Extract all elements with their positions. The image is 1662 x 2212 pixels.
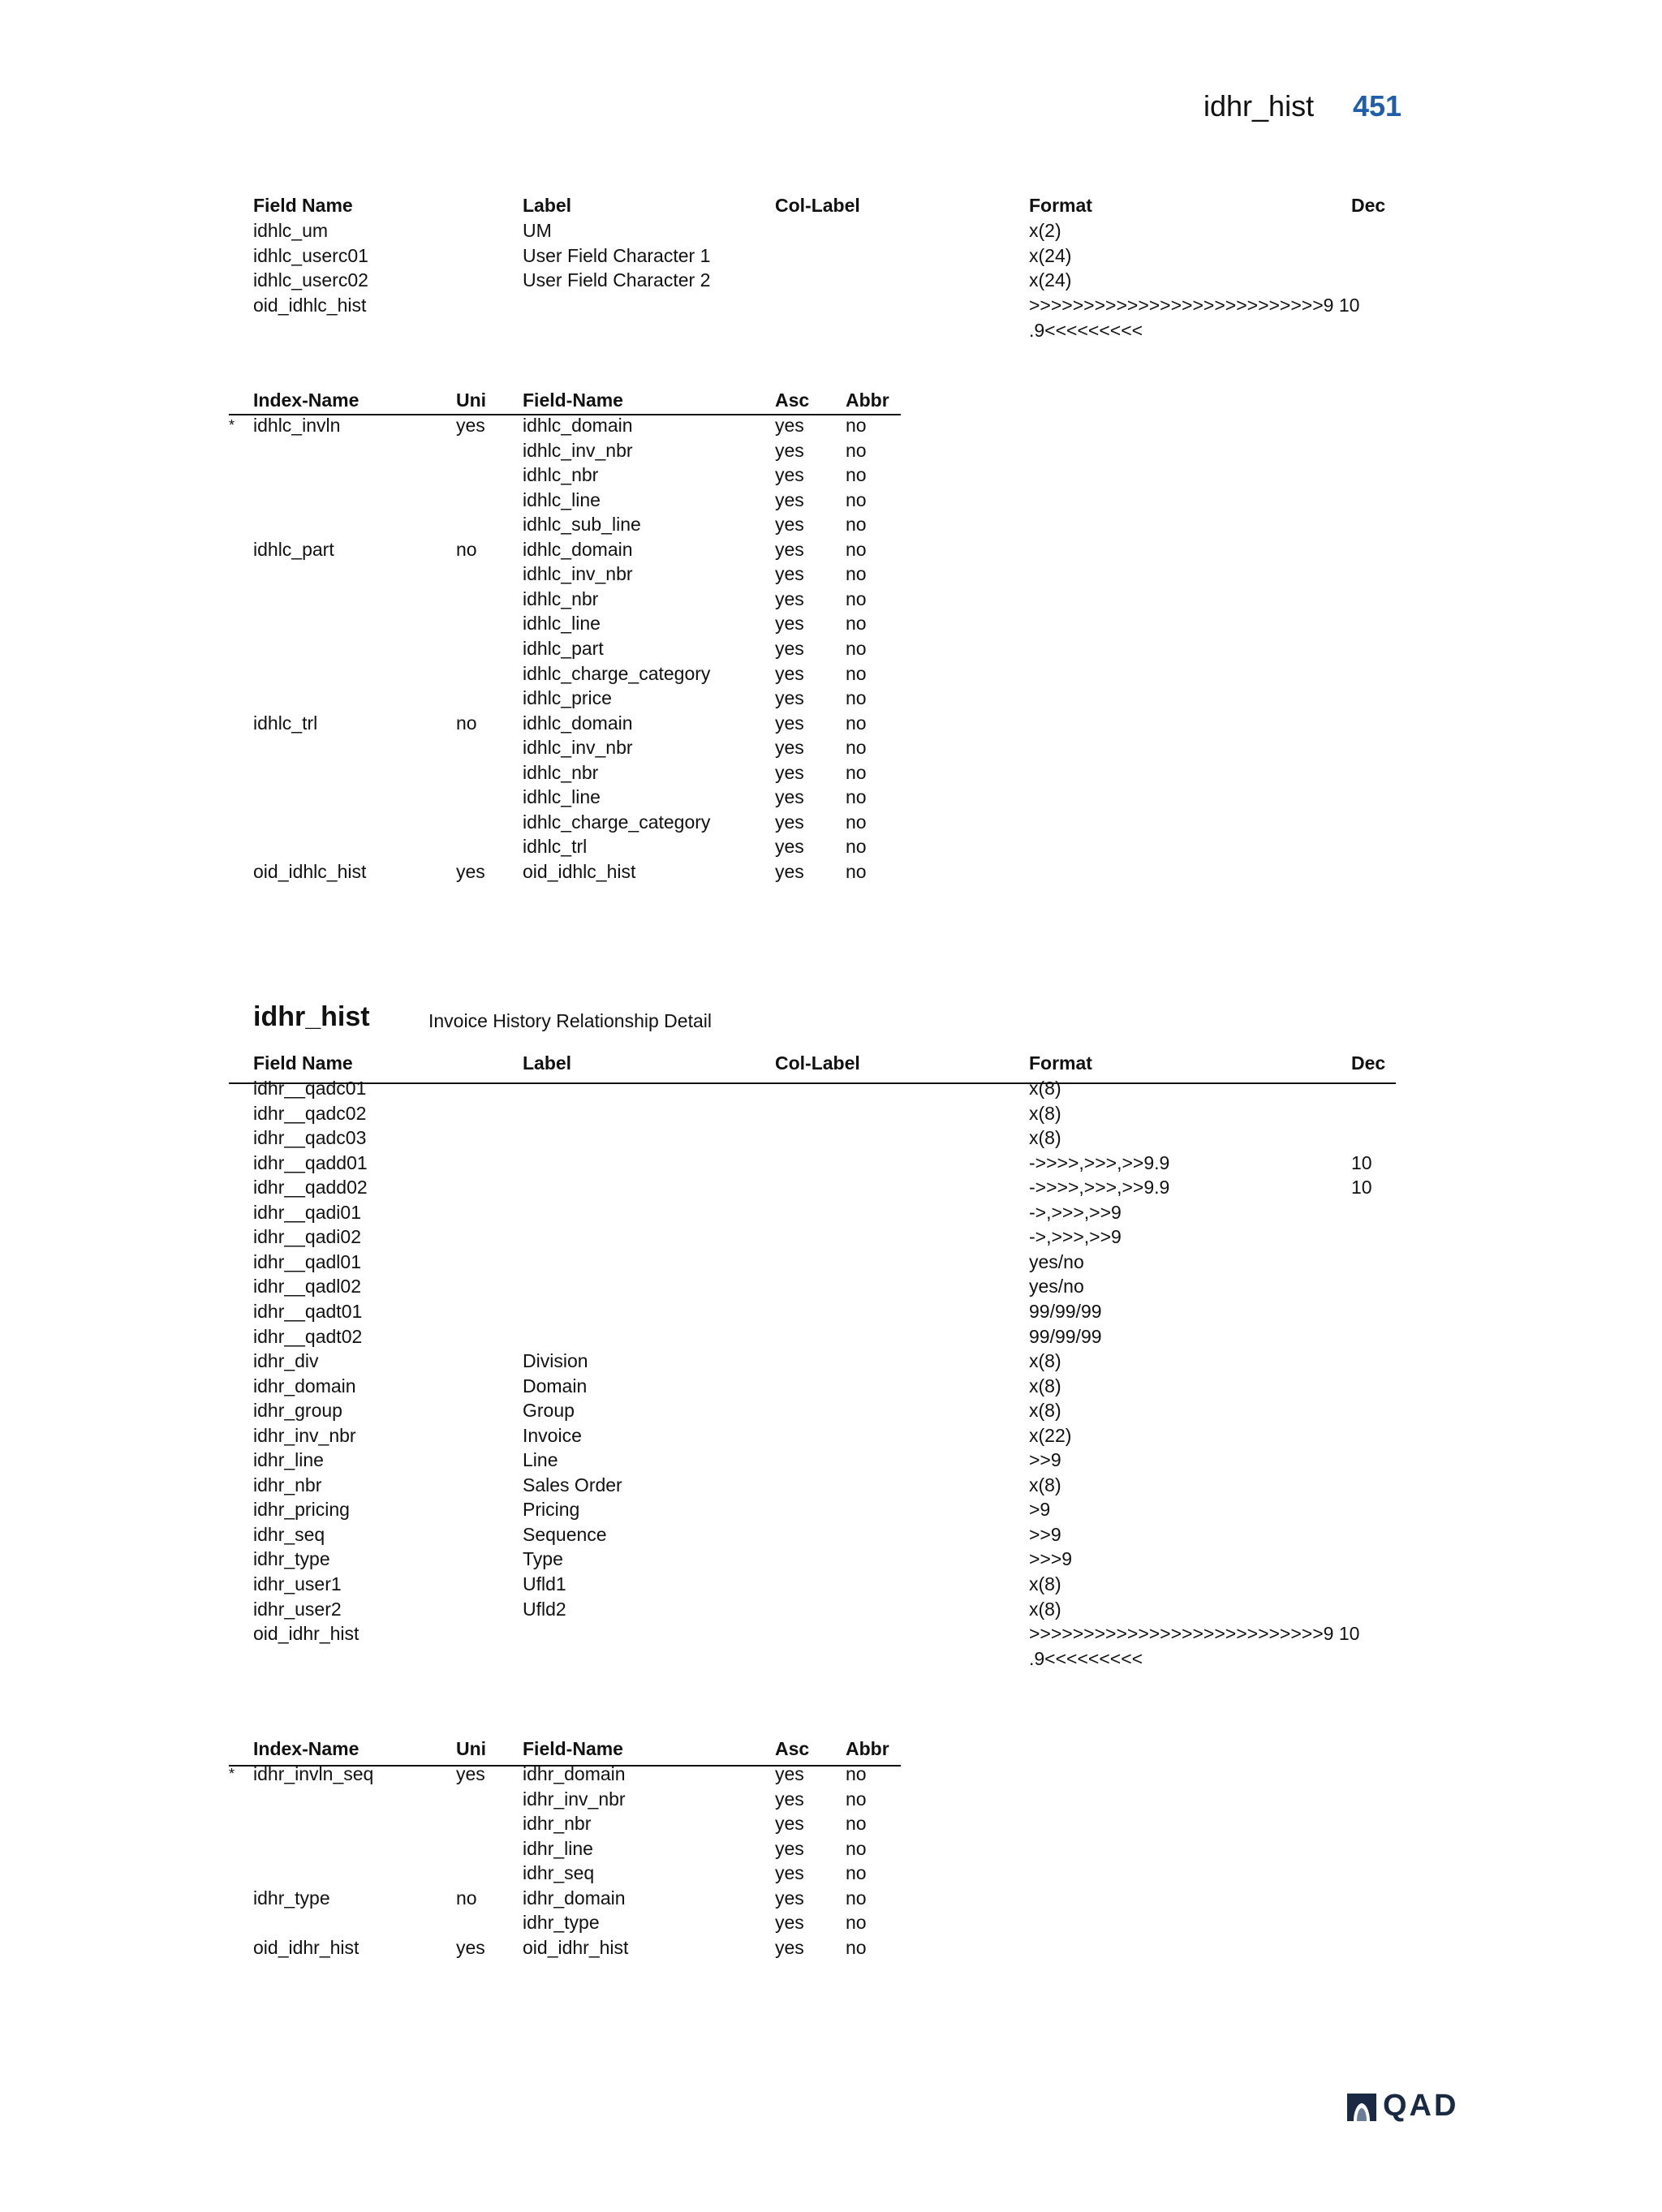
index-field-name: idhlc_nbr xyxy=(523,587,599,609)
index-field-name: idhlc_charge_category xyxy=(523,662,711,684)
field-format: >>9 xyxy=(1029,1449,1061,1471)
table-row xyxy=(0,1811,1662,1836)
field-name: idhr__qadl01 xyxy=(253,1250,362,1272)
table-header xyxy=(0,1051,1662,1076)
table-row xyxy=(0,587,1662,612)
field-name: oid_idhlc_hist xyxy=(253,295,367,316)
col-asc: Asc xyxy=(775,389,810,411)
field-name: idhr__qadl02 xyxy=(253,1276,362,1298)
logo-text: QAD xyxy=(1383,2089,1459,2123)
table-row xyxy=(0,1762,1662,1787)
table-row xyxy=(0,1423,1662,1448)
field-format: x(24) xyxy=(1029,269,1072,291)
field-format: x(24) xyxy=(1029,244,1072,266)
field-name: idhr_line xyxy=(253,1449,324,1471)
table-row xyxy=(0,1836,1662,1861)
field-name: idhr_div xyxy=(253,1350,319,1372)
primary-index-marker: * xyxy=(229,1766,235,1782)
field-name: idhr__qadc02 xyxy=(253,1102,367,1124)
field-format-continuation: .9<<<<<<<<< xyxy=(1029,1647,1143,1669)
field-name: oid_idhr_hist xyxy=(253,1623,360,1645)
index-abbr: no xyxy=(846,836,867,858)
field-format: x(8) xyxy=(1029,1350,1061,1372)
index-asc: yes xyxy=(775,761,804,783)
index-abbr: no xyxy=(846,488,867,510)
field-name: idhr_domain xyxy=(253,1375,356,1396)
index-asc: yes xyxy=(775,1862,804,1883)
index-unique: no xyxy=(456,1887,477,1909)
index-field-name: idhlc_line xyxy=(523,786,601,808)
table-row xyxy=(0,661,1662,686)
index-field-name: idhlc_line xyxy=(523,613,601,635)
field-name: idhr__qadt02 xyxy=(253,1325,363,1347)
field-format: x(8) xyxy=(1029,1127,1061,1149)
index-field-name: oid_idhr_hist xyxy=(523,1936,629,1958)
index-name: idhlc_part xyxy=(253,538,334,560)
table-row xyxy=(0,218,1662,243)
index-abbr: no xyxy=(846,415,867,436)
table-row xyxy=(0,243,1662,269)
col-uni: Uni xyxy=(456,389,487,411)
index-field-name: idhlc_line xyxy=(523,488,601,510)
table-row xyxy=(0,1886,1662,1911)
field-format: yes/no xyxy=(1029,1250,1084,1272)
table-header xyxy=(0,193,1662,218)
index-abbr: no xyxy=(846,563,867,585)
col-index-name: Index-Name xyxy=(253,1738,360,1759)
table-row xyxy=(0,1547,1662,1572)
table-row xyxy=(0,810,1662,835)
field-format: x(2) xyxy=(1029,220,1061,241)
table-row xyxy=(0,1935,1662,1960)
field-format: >>>>>>>>>>>>>>>>>>>>>>>>>>>9 10 xyxy=(1029,295,1360,316)
index-abbr: no xyxy=(846,439,867,461)
col-uni: Uni xyxy=(456,1738,487,1759)
table-row xyxy=(0,463,1662,488)
index-asc: yes xyxy=(775,514,804,536)
table-row xyxy=(0,413,1662,438)
index-abbr: no xyxy=(846,662,867,684)
index-asc: yes xyxy=(775,538,804,560)
field-name: idhlc_userc01 xyxy=(253,244,368,266)
field-format: 99/99/99 xyxy=(1029,1325,1102,1347)
index-asc: yes xyxy=(775,836,804,858)
index-asc: yes xyxy=(775,860,804,882)
field-label: Invoice xyxy=(523,1424,582,1446)
index-abbr: no xyxy=(846,860,867,882)
field-format: x(8) xyxy=(1029,1375,1061,1396)
table-row xyxy=(0,1522,1662,1547)
index-unique: yes xyxy=(456,1763,485,1784)
table-row xyxy=(0,1324,1662,1349)
table-row xyxy=(0,1448,1662,1473)
index-field-name: idhlc_domain xyxy=(523,712,633,734)
index-field-name: idhr_inv_nbr xyxy=(523,1788,626,1810)
table-row xyxy=(0,1175,1662,1200)
index-name: oid_idhlc_hist xyxy=(253,860,367,882)
field-name: idhr_inv_nbr xyxy=(253,1424,356,1446)
index-field-name: idhr_nbr xyxy=(523,1813,592,1834)
field-format: >>>>>>>>>>>>>>>>>>>>>>>>>>>9 10 xyxy=(1029,1623,1360,1645)
index-asc: yes xyxy=(775,1813,804,1834)
field-format: >>>9 xyxy=(1029,1548,1073,1570)
field-label: Division xyxy=(523,1350,588,1372)
col-field-name: Field Name xyxy=(253,1052,353,1074)
field-label: User Field Character 2 xyxy=(523,269,711,291)
col-col-label: Col-Label xyxy=(775,195,860,216)
field-format: >9 xyxy=(1029,1499,1051,1521)
index-unique: yes xyxy=(456,1936,485,1958)
field-name: idhr_group xyxy=(253,1400,342,1422)
index-field-name: idhlc_part xyxy=(523,637,604,659)
index-abbr: no xyxy=(846,1813,867,1834)
index-unique: no xyxy=(456,712,477,734)
field-name: idhr__qadd01 xyxy=(253,1151,368,1173)
table-row xyxy=(0,1621,1662,1646)
field-label: UM xyxy=(523,220,552,241)
field-name: idhr_type xyxy=(253,1548,330,1570)
table-row xyxy=(0,785,1662,810)
table-row xyxy=(0,1374,1662,1399)
index-field-name: idhlc_inv_nbr xyxy=(523,439,633,461)
table-row xyxy=(0,438,1662,463)
field-name: idhr_seq xyxy=(253,1523,325,1545)
index-abbr: no xyxy=(846,1788,867,1810)
field-name: idhr__qadt01 xyxy=(253,1300,363,1322)
field-format-continuation: .9<<<<<<<<< xyxy=(1029,319,1143,341)
field-name: idhr__qadc01 xyxy=(253,1078,367,1099)
field-name: idhr__qadc03 xyxy=(253,1127,367,1149)
field-name: idhr__qadi01 xyxy=(253,1201,362,1223)
col-asc: Asc xyxy=(775,1738,810,1759)
index-field-name: idhlc_domain xyxy=(523,415,633,436)
page-number: 451 xyxy=(1353,89,1402,123)
field-format: x(8) xyxy=(1029,1474,1061,1495)
table-row xyxy=(0,537,1662,562)
index-abbr: no xyxy=(846,1862,867,1883)
index-unique: no xyxy=(456,538,477,560)
table-header xyxy=(0,388,1662,413)
field-format: ->,>>>,>>9 xyxy=(1029,1226,1122,1248)
col-dec: Dec xyxy=(1351,1052,1386,1074)
index-abbr: no xyxy=(846,687,867,709)
index-asc: yes xyxy=(775,1912,804,1933)
field-label: Ufld1 xyxy=(523,1573,566,1594)
page-title: idhr_hist xyxy=(1203,89,1315,123)
table-row xyxy=(0,512,1662,537)
field-name: idhr_nbr xyxy=(253,1474,322,1495)
index-field-name: idhlc_domain xyxy=(523,538,633,560)
table-row xyxy=(0,1151,1662,1176)
table-row xyxy=(0,636,1662,661)
index-asc: yes xyxy=(775,687,804,709)
table-name: idhr_hist xyxy=(253,1001,370,1032)
index-field-name: idhr_line xyxy=(523,1837,593,1859)
field-label: Pricing xyxy=(523,1499,580,1521)
index-name: idhr_invln_seq xyxy=(253,1763,374,1784)
index-asc: yes xyxy=(775,811,804,833)
index-field-name: idhlc_sub_line xyxy=(523,514,641,536)
index-field-name: idhlc_inv_nbr xyxy=(523,563,633,585)
col-dec: Dec xyxy=(1351,195,1386,216)
index-asc: yes xyxy=(775,637,804,659)
index-asc: yes xyxy=(775,563,804,585)
index-field-name: idhlc_charge_category xyxy=(523,811,711,833)
index-asc: yes xyxy=(775,786,804,808)
field-label: Group xyxy=(523,1400,575,1422)
table-row xyxy=(0,1299,1662,1324)
table-row xyxy=(0,1497,1662,1522)
col-field-name: Field-Name xyxy=(523,389,623,411)
field-label: Sequence xyxy=(523,1523,607,1545)
field-name: idhlc_um xyxy=(253,220,329,241)
index-asc: yes xyxy=(775,1837,804,1859)
field-dec: 10 xyxy=(1351,1151,1372,1173)
index-abbr: no xyxy=(846,737,867,759)
index-abbr: no xyxy=(846,811,867,833)
field-format: x(8) xyxy=(1029,1598,1061,1620)
field-format: ->,>>>,>>9 xyxy=(1029,1201,1122,1223)
index-asc: yes xyxy=(775,712,804,734)
table-row xyxy=(0,1250,1662,1275)
col-format: Format xyxy=(1029,195,1092,216)
field-label: Sales Order xyxy=(523,1474,622,1495)
index-unique: yes xyxy=(456,860,485,882)
field-label: Type xyxy=(523,1548,563,1570)
field-label: Domain xyxy=(523,1375,588,1396)
field-label: Line xyxy=(523,1449,558,1471)
index-asc: yes xyxy=(775,439,804,461)
table-row xyxy=(0,488,1662,513)
index-abbr: no xyxy=(846,1936,867,1958)
index-asc: yes xyxy=(775,1763,804,1784)
field-label: User Field Character 1 xyxy=(523,244,711,266)
index-abbr: no xyxy=(846,1763,867,1784)
table-row xyxy=(0,611,1662,636)
index-field-name: idhr_domain xyxy=(523,1763,626,1784)
table-row xyxy=(0,1200,1662,1225)
index-abbr: no xyxy=(846,587,867,609)
table-row xyxy=(0,1910,1662,1935)
field-label: Ufld2 xyxy=(523,1598,566,1620)
index-field-name: idhr_seq xyxy=(523,1862,595,1883)
table-row xyxy=(0,293,1662,318)
index-field-name: oid_idhlc_hist xyxy=(523,860,636,882)
index-unique: yes xyxy=(456,415,485,436)
table-row xyxy=(0,1861,1662,1886)
table-row xyxy=(0,268,1662,293)
field-name: idhr_pricing xyxy=(253,1499,350,1521)
col-abbr: Abbr xyxy=(846,389,889,411)
field-format: x(22) xyxy=(1029,1424,1072,1446)
index-abbr: no xyxy=(846,637,867,659)
index-asc: yes xyxy=(775,613,804,635)
field-format: 99/99/99 xyxy=(1029,1300,1102,1322)
table-row xyxy=(0,1125,1662,1151)
index-abbr: no xyxy=(846,1837,867,1859)
index-name: idhr_type xyxy=(253,1887,330,1909)
index-asc: yes xyxy=(775,662,804,684)
field-format: x(8) xyxy=(1029,1400,1061,1422)
col-abbr: Abbr xyxy=(846,1738,889,1759)
col-label: Label xyxy=(523,195,572,216)
table-row xyxy=(0,711,1662,736)
index-asc: yes xyxy=(775,464,804,486)
index-abbr: no xyxy=(846,761,867,783)
index-asc: yes xyxy=(775,1788,804,1810)
table-row xyxy=(0,1349,1662,1374)
col-index-name: Index-Name xyxy=(253,389,360,411)
field-name: idhlc_userc02 xyxy=(253,269,368,291)
table-row xyxy=(0,1274,1662,1299)
col-field-name: Field Name xyxy=(253,195,353,216)
table-row xyxy=(0,562,1662,587)
index-field-name: idhlc_trl xyxy=(523,836,588,858)
index-asc: yes xyxy=(775,415,804,436)
table-row xyxy=(0,1572,1662,1597)
index-abbr: no xyxy=(846,613,867,635)
table-row xyxy=(0,1224,1662,1250)
col-label: Label xyxy=(523,1052,572,1074)
table-row xyxy=(0,834,1662,859)
index-abbr: no xyxy=(846,786,867,808)
qad-logo-icon xyxy=(1346,2092,1378,2123)
field-format: ->>>>,>>>,>>9.9 xyxy=(1029,1177,1170,1199)
index-abbr: no xyxy=(846,1887,867,1909)
table-row-continuation xyxy=(0,1646,1662,1672)
index-asc: yes xyxy=(775,587,804,609)
field-name: idhr__qadi02 xyxy=(253,1226,362,1248)
qad-logo xyxy=(1346,2089,1467,2124)
table-header xyxy=(0,1736,1662,1762)
index-asc: yes xyxy=(775,1936,804,1958)
field-format: yes/no xyxy=(1029,1276,1084,1298)
table-row xyxy=(0,760,1662,785)
table-row xyxy=(0,1787,1662,1812)
col-format: Format xyxy=(1029,1052,1092,1074)
field-name: idhr__qadd02 xyxy=(253,1177,368,1199)
index-field-name: idhr_type xyxy=(523,1912,600,1933)
index-abbr: no xyxy=(846,538,867,560)
table-row xyxy=(0,1597,1662,1622)
col-field-name: Field-Name xyxy=(523,1738,623,1759)
index-field-name: idhr_domain xyxy=(523,1887,626,1909)
field-format: >>9 xyxy=(1029,1523,1061,1545)
col-col-label: Col-Label xyxy=(775,1052,860,1074)
table-description: Invoice History Relationship Detail xyxy=(428,1010,712,1031)
index-name: idhlc_invln xyxy=(253,415,341,436)
index-field-name: idhlc_inv_nbr xyxy=(523,737,633,759)
index-name: oid_idhr_hist xyxy=(253,1936,360,1958)
table-row xyxy=(0,1101,1662,1126)
index-abbr: no xyxy=(846,712,867,734)
primary-index-marker: * xyxy=(229,417,235,433)
table-row xyxy=(0,1076,1662,1101)
field-format: x(8) xyxy=(1029,1573,1061,1594)
table-row xyxy=(0,735,1662,760)
table-row-continuation xyxy=(0,318,1662,343)
index-asc: yes xyxy=(775,1887,804,1909)
index-abbr: no xyxy=(846,464,867,486)
field-name: idhr_user1 xyxy=(253,1573,342,1594)
index-abbr: no xyxy=(846,514,867,536)
index-abbr: no xyxy=(846,1912,867,1933)
index-field-name: idhlc_nbr xyxy=(523,464,599,486)
table-row xyxy=(0,859,1662,884)
field-dec: 10 xyxy=(1351,1177,1372,1199)
table-row xyxy=(0,1473,1662,1498)
index-field-name: idhlc_nbr xyxy=(523,761,599,783)
table-row xyxy=(0,1398,1662,1423)
field-format: x(8) xyxy=(1029,1078,1061,1099)
index-name: idhlc_trl xyxy=(253,712,318,734)
field-format: ->>>>,>>>,>>9.9 xyxy=(1029,1151,1170,1173)
table-row xyxy=(0,686,1662,711)
index-field-name: idhlc_price xyxy=(523,687,612,709)
index-asc: yes xyxy=(775,488,804,510)
field-format: x(8) xyxy=(1029,1102,1061,1124)
field-name: idhr_user2 xyxy=(253,1598,342,1620)
index-asc: yes xyxy=(775,737,804,759)
